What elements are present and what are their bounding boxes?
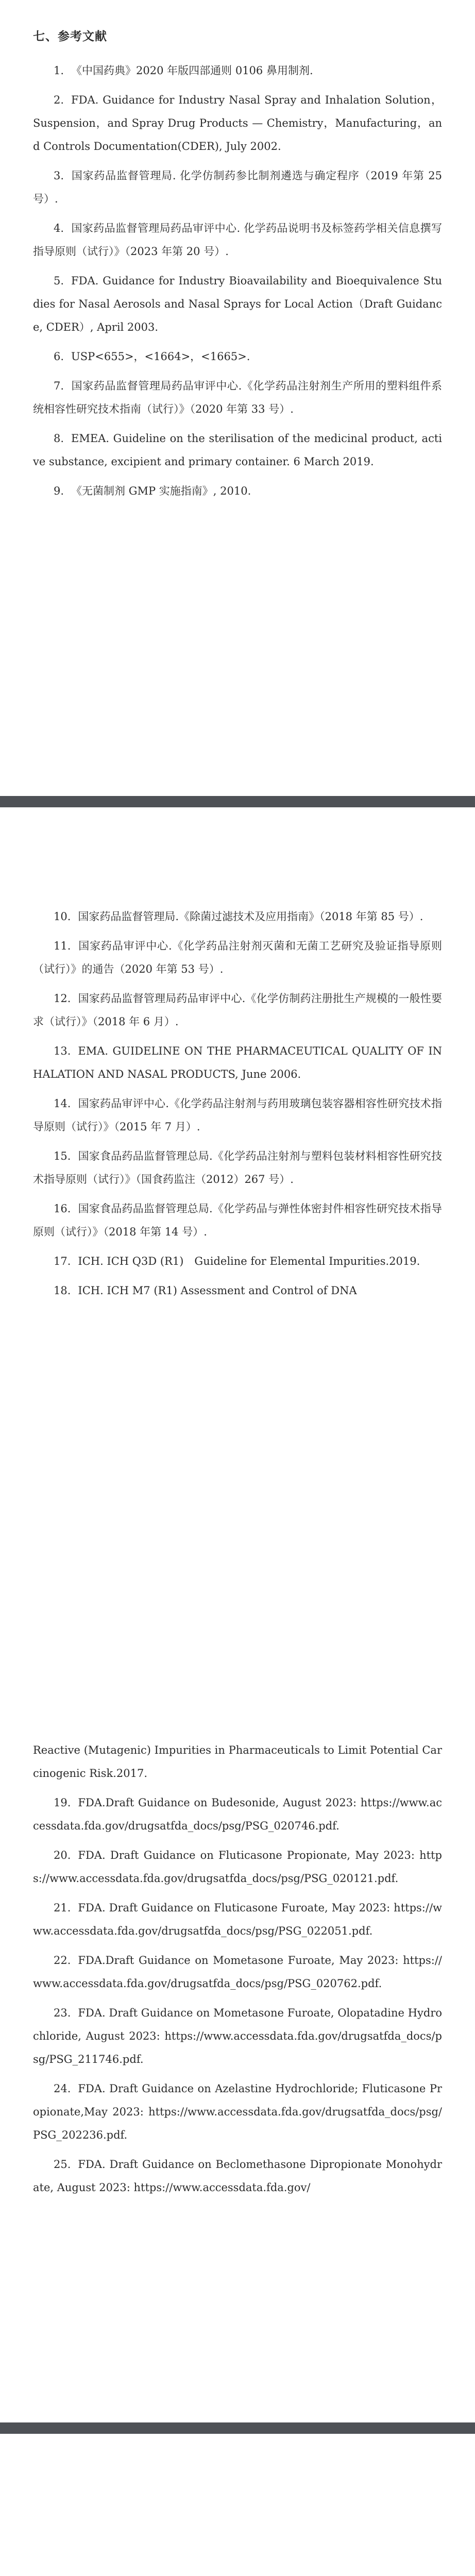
reference-item-16: 16. 国家食品药品监督管理总局.《化学药品与弹性体密封件相容性研究技术指导原则（试行）》（2018 年第 14 号）. [33,1202,442,1238]
reference-item-25: 25. FDA. Draft Guidance on Beclomethasone Dipropionate Monohydrate, August 2023: https://www.accessdata.fda.gov/ [33,2158,442,2194]
reference-item-24: 24. FDA. Draft Guidance on Azelastine Hydrochloride; Fluticasone Propionate,May 2023: https://www.accessdata.fda.gov/drugsatfda_docs/psg/PSG_202236.pdf. [33,2082,442,2141]
reference-item-7: 7. 国家药品监督管理局药品审评中心.《化学药品注射剂生产所用的塑料组件系统相容性研究技术指南（试行）》（2020 年第 33 号）. [33,380,442,415]
reference-item-11: 11. 国家药品审评中心.《化学药品注射剂灭菌和无菌工艺研究及验证指导原则（试行）》的通告（2020 年第 53 号）. [33,940,442,975]
reference-item-2: 2. FDA. Guidance for Industry Nasal Spray and Inhalation Solution，Suspension，and Spray Drug Products — Chemistry，Manufacturing，and Controls Documentation(CDER), July 2002. [33,94,442,152]
reference-item-17: 17. ICH. ICH Q3D (R1) Guideline for Elemental Impurities.2019. [54,1255,420,1267]
reference-item-5: 5. FDA. Guidance for Industry Bioavailability and Bioequivalence Studies for Nasal Aerosols and Nasal Sprays for Local Action（Draft Guidance, CDER）, April 2003. [33,275,442,333]
reference-item-3: 3. 国家药品监督管理局. 化学仿制药参比制剂遴选与确定程序（2019 年第 25 号）. [33,170,442,205]
reference-item-15: 15. 国家食品药品监督管理总局.《化学药品注射剂与塑料包装材料相容性研究技术指导原则（试行）》（国食药监注（2012）267 号）. [33,1150,442,1185]
reference-item-6: 6. USP<655>，<1664>，<1665>. [54,350,250,363]
reference-item-4: 4. 国家药品监督管理局药品审评中心. 化学药品说明书及标签药学相关信息撰写指导原则（试行）》（2023 年第 20 号）. [33,222,442,258]
page-1 [0,0,475,796]
reference-item-9: 9. 《无菌制剂 GMP 实施指南》, 2010. [54,485,251,497]
reference-item-19: 19. FDA.Draft Guidance on Budesonide, August 2023: https://www.accessdata.fda.gov/drugsatfda_docs/psg/PSG_020746.pdf. [33,1797,442,1832]
page-2 [0,807,475,1623]
reference-item-22: 22. FDA.Draft Guidance on Mometasone Furoate, May 2023: https://www.accessdata.fda.gov/drugsatfda_docs/psg/PSG_020762.pdf. [33,1954,442,1990]
reference-item-12: 12. 国家药品监督管理局药品审评中心.《化学仿制药注册批生产规模的一般性要求（试行）》（2018 年 6 月）. [33,992,442,1028]
reference-item-1: 1. 《中国药典》2020 年版四部通则 0106 鼻用制剂. [54,64,313,77]
page-separator [0,2422,475,2434]
reference-item-14: 14. 国家药品审评中心.《化学药品注射剂与药用玻璃包装容器相容性研究技术指导原则（试行）》（2015 年 7 月）. [33,1097,442,1133]
reference-item-10: 10. 国家药品监督管理局.《除菌过滤技术及应用指南》（2018 年第 85 号）. [54,910,423,923]
reference-item-13: 13. EMA. GUIDELINE ON THE PHARMACEUTICAL QUALITY OF INHALATION AND NASAL PRODUCTS, June 2006. [33,1045,442,1080]
reference-item-20: 20. FDA. Draft Guidance on Fluticasone Propionate, May 2023: https://www.accessdata.fda.gov/drugsatfda_docs/psg/PSG_020121.pdf. [33,1849,442,1885]
page-separator [0,796,475,807]
page-3 [0,1623,475,2422]
reference-list-3 [33,1791,442,2199]
reference-list-2 [33,905,442,1302]
reference-item-21: 21. FDA. Draft Guidance on Fluticasone Furoate, May 2023: https://www.accessdata.fda.gov/drugsatfda_docs/psg/PSG_022051.pdf. [33,1902,442,1937]
reference-continuation: Reactive (Mutagenic) Impurities in Pharmaceuticals to Limit Potential Carcinogenic Risk.2017. [33,1744,442,1780]
reference-list-1 [33,59,442,503]
section-heading: 七、参考文献 [33,29,107,43]
page-4 [0,2434,475,2576]
reference-item-23: 23. FDA. Draft Guidance on Mometasone Furoate, Olopatadine Hydrochloride, August 2023: https://www.accessdata.fda.gov/drugsatfda_docs/psg/PSG_211746.pdf. [33,2007,442,2065]
reference-item-18: 18. ICH. ICH M7 (R1) Assessment and Control of DNA [54,1284,357,1297]
reference-item-8: 8. EMEA. Guideline on the sterilisation of the medicinal product, active substance, excipient and primary container. 6 March 2019. [33,432,442,468]
